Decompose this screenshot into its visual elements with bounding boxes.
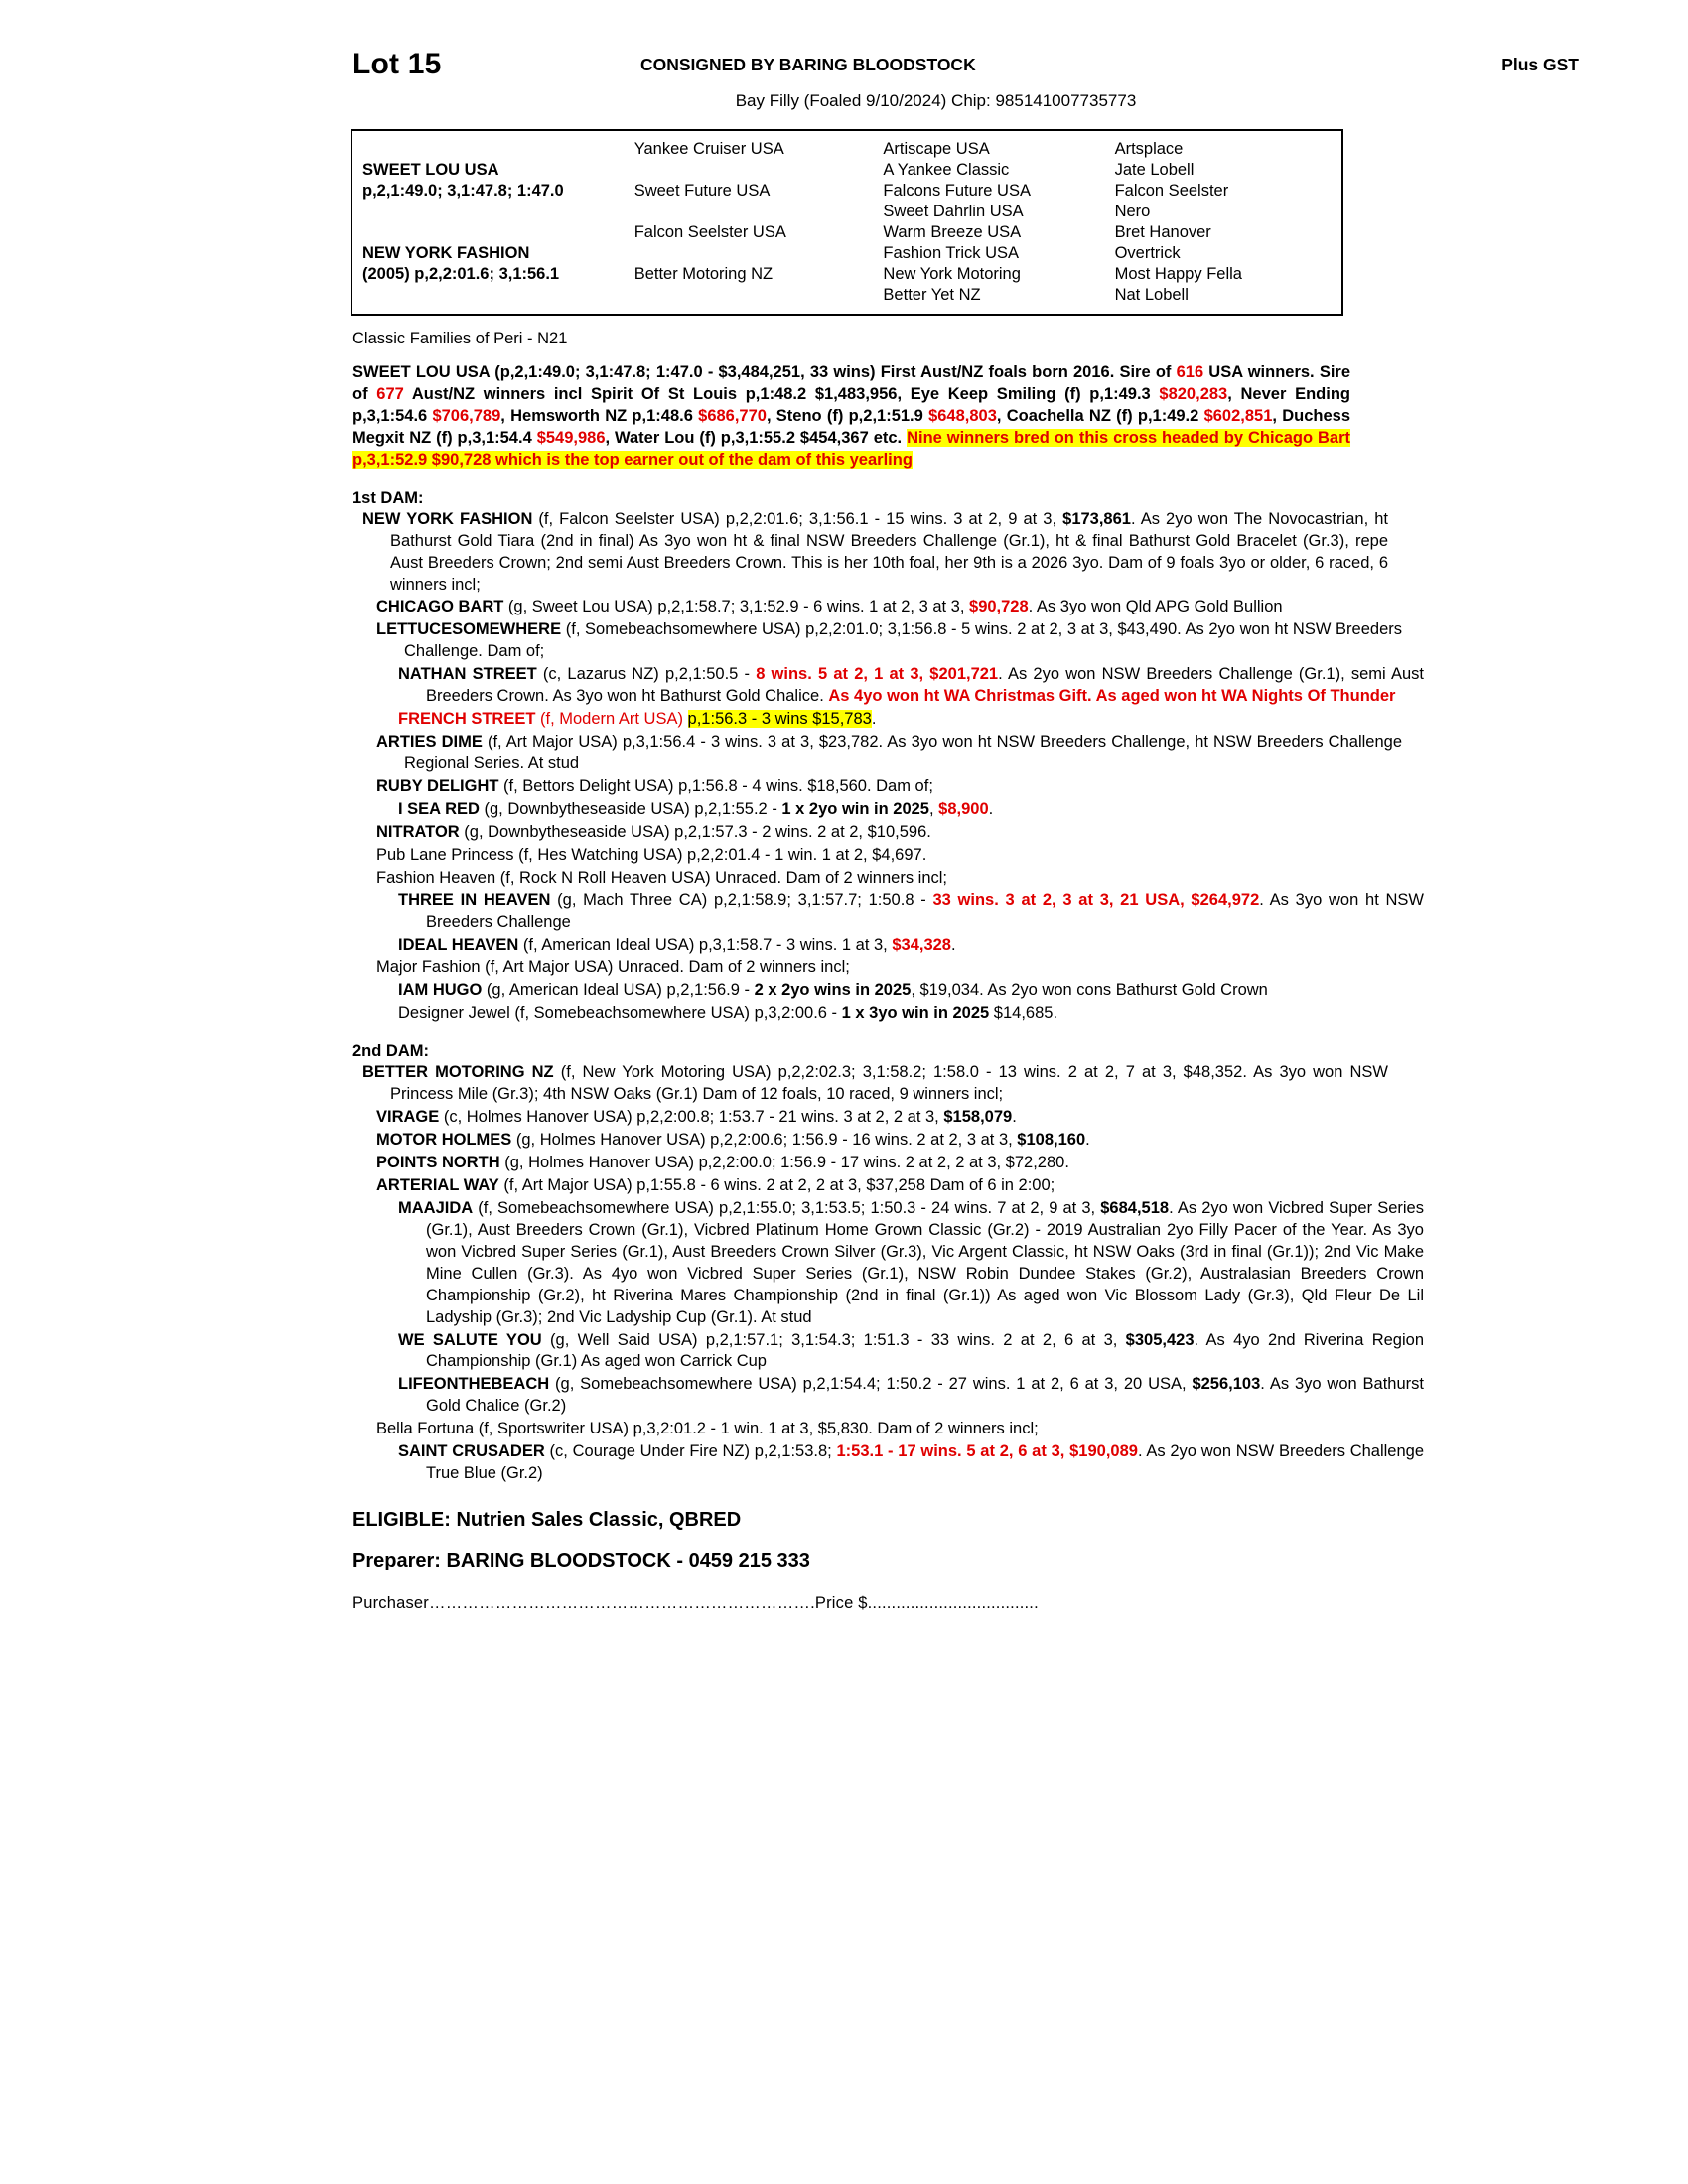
horse-description: Bay Filly (Foaled 9/10/2024) Chip: 985141007735773	[735, 91, 1137, 110]
sire-money-1: $820,283	[1159, 384, 1228, 403]
pedigree-cell-gen3: New York Motoring	[883, 265, 1021, 283]
pedigree-cell-gen2	[625, 160, 874, 181]
sire-money-5: $602,851	[1203, 406, 1273, 425]
progeny-record-red: 33 wins. 3 at 2, 3 at 3, 21 USA, $264,972	[932, 890, 1260, 909]
consignor-line: CONSIGNED BY BARING BLOODSTOCK	[640, 55, 976, 74]
sire-text-3: Aust/NZ winners incl Spirit Of St Louis p,1:48.2 $1,483,956, Eye Keep Smiling (f) p,1:49.3	[403, 384, 1160, 403]
progeny-name: SAINT CRUSADER	[398, 1442, 545, 1461]
sire-text-5: , Hemsworth NZ p,1:48.6	[500, 406, 699, 425]
pedigree-row	[352, 243, 1341, 264]
first-dam-text: (f, Falcon Seelster USA) p,2,2:01.6; 3,1:56.1 - 15 wins. 3 at 2, 9 at 3,	[532, 509, 1063, 528]
pedigree-cell-gen1: p,2,1:49.0; 3,1:47.8; 1:47.0	[362, 182, 564, 200]
progeny-entry	[398, 890, 1424, 934]
sire-paragraph	[352, 362, 1350, 472]
progeny-entry	[376, 1130, 1402, 1152]
progeny-highlight: p,1:56.3 - 3 wins $15,783	[687, 710, 872, 729]
progeny-name: LETTUCESOMEWHERE	[376, 620, 562, 639]
sire-austnz-winners-count: 677	[376, 384, 404, 403]
pedigree-cell-gen2: Better Motoring NZ	[633, 265, 774, 283]
first-dam-rest: . As 2yo won The Novocastrian, ht Bathurst Gold Tiara (2nd in final) As 3yo won ht & final NSW Breeders Challenge (Gr.1), ht & final Bathurst Gold Bracelet (Gr.3), repe Aust Breeders Crown; 2nd semi Aust Breeders Crown. This is her 10th foal, her 9th is a 2026 3yo. Dam of 9 foals 3yo or older, 6 raced, 6 winners incl;	[390, 509, 1388, 594]
progeny-entry	[376, 776, 1402, 798]
progeny-note-red: As 4yo won ht WA Christmas Gift. As aged won ht WA Nights Of Thunder	[828, 687, 1396, 706]
progeny-earnings: $305,423	[1125, 1330, 1195, 1349]
progeny-name: Designer Jewel	[398, 1004, 510, 1023]
progeny-earnings: $34,328	[892, 935, 951, 954]
progeny-name: IDEAL HEAVEN	[398, 935, 519, 954]
pedigree-cell-gen1	[352, 222, 625, 243]
pedigree-row	[352, 181, 1341, 202]
progeny-entry	[376, 1419, 1402, 1440]
pedigree-cell-gen4: Falcon Seelster	[1114, 182, 1229, 200]
progeny-detail: (f, Modern Art USA)	[535, 710, 688, 729]
progeny-detail: (f, Somebeachsomewhere USA) p,2,1:55.0; 3,1:53.5; 1:50.3 - 24 wins. 7 at 2, 9 at 3,	[473, 1198, 1101, 1217]
second-dam-progeny-list	[352, 1107, 1579, 1485]
progeny-name: MAAJIDA	[398, 1198, 474, 1217]
progeny-name: NATHAN STREET	[398, 665, 537, 684]
progeny-name: ARTERIAL WAY	[376, 1175, 499, 1194]
progeny-detail: (f, Somebeachsomewhere USA) p,3,2:00.6 -	[509, 1004, 842, 1023]
sire-name-record: SWEET LOU USA (p,2,1:49.0; 3,1:47.8; 1:47.0 - $3,484,251, 33 wins)	[352, 363, 876, 381]
pedigree-cell-gen3: A Yankee Classic	[883, 161, 1010, 179]
pedigree-cell-gen4: Nero	[1114, 203, 1151, 220]
progeny-detail-3: .	[951, 935, 956, 954]
progeny-entry	[398, 1441, 1424, 1485]
progeny-name: ARTIES DIME	[376, 733, 483, 751]
progeny-detail: (g, Somebeachsomewhere USA) p,2,1:54.4; 1:50.2 - 27 wins. 1 at 2, 6 at 3, 20 USA,	[549, 1375, 1193, 1394]
progeny-detail: (g, American Ideal USA) p,2,1:56.9 -	[482, 981, 755, 1000]
progeny-detail-2: ,	[928, 799, 939, 818]
pedigree-row	[352, 264, 1341, 285]
sire-money-3: $686,770	[698, 406, 767, 425]
sire-text-4: , Never Ending p,3,1:54.6	[352, 384, 1350, 425]
pedigree-cell-gen2: Sweet Future USA	[633, 182, 771, 200]
pedigree-cell-gen4: Artsplace	[1114, 140, 1184, 158]
pedigree-cell-gen2	[625, 285, 874, 306]
progeny-detail-3: . As 2yo won NSW Breeders Challenge (Gr.1), semi Aust Breeders Crown. As 3yo won ht Bathurst Gold Chalice.	[426, 665, 1424, 706]
sire-money-6: $549,986	[536, 428, 606, 447]
progeny-name: Fashion Heaven	[376, 868, 496, 887]
progeny-detail-3: .	[1012, 1108, 1017, 1127]
progeny-detail: (f, Art Major USA) Unraced. Dam of 2 winners incl;	[480, 958, 850, 977]
pedigree-cell-gen3: Artiscape USA	[883, 140, 990, 158]
progeny-name: Major Fashion	[376, 958, 481, 977]
progeny-earnings: $684,518	[1100, 1198, 1170, 1217]
pedigree-row	[352, 222, 1341, 243]
progeny-detail: (g, Holmes Hanover USA) p,2,2:00.6; 1:56.9 - 16 wins. 2 at 2, 3 at 3,	[511, 1131, 1018, 1150]
second-dam-text: (f, New York Motoring USA) p,2,2:02.3; 3,1:58.2; 1:58.0 - 13 wins. 2 at 2, 7 at 3, $48,352. As 3yo won NSW Princess Mile (Gr.3); 4th NSW Oaks (Gr.1) Dam of 12 foals, 10 raced, 9 winners incl;	[390, 1063, 1389, 1104]
pedigree-row	[352, 160, 1341, 181]
progeny-entry	[398, 980, 1424, 1002]
progeny-entry	[398, 1330, 1424, 1374]
progeny-name: I SEA RED	[398, 799, 480, 818]
progeny-detail-3: . As 2yo won NSW Breeders Challenge True Blue (Gr.2)	[426, 1442, 1424, 1483]
progeny-detail: (f, Art Major USA) p,1:55.8 - 6 wins. 2 at 2, 2 at 3, $37,258 Dam of 6 in 2:00;	[498, 1175, 1055, 1194]
pedigree-cell-gen4: Most Happy Fella	[1114, 265, 1242, 283]
sire-text-1: First Aust/NZ foals born 2016. Sire of	[875, 363, 1177, 381]
progeny-detail-3: . As 2yo won Vicbred Super Series (Gr.1), Aust Breeders Crown (Gr.1), Vicbred Platinum Home Grown Classic (Gr.2) - 2019 Australian 2yo Filly Pacer of the Year. As 3yo won Vicbred Super Series (Gr.1), Aust Breeders Crown Silver (Gr.3), Vic Argent Classic, ht NSW Oaks (3rd in final (Gr.1)); 2nd Vic Make Mine Cullen (Gr.3). As 4yo won Vicbred Super Series (Gr.1), NSW Robin Dundee Stakes (Gr.2), Australasian Breeders Crown Championship (Gr.2), ht Riverina Mares Championship (2nd in final (Gr.1)) As aged won Vic Blossom Lady (Gr.3), Qld Fleur De Lil Ladyship (Gr.3); 2nd Vic Ladyship Cup (Gr.1). At stud	[426, 1198, 1424, 1326]
pedigree-row	[352, 285, 1341, 306]
second-dam-heading: 2nd DAM:	[352, 1042, 429, 1061]
first-dam-heading: 1st DAM:	[352, 488, 424, 507]
progeny-detail-3: .	[871, 710, 877, 729]
progeny-entry	[376, 822, 1402, 844]
progeny-detail: (g, Sweet Lou USA) p,2,1:58.7; 3,1:52.9 - 6 wins. 1 at 2, 3 at 3,	[503, 598, 970, 616]
progeny-name: FRENCH STREET	[398, 710, 536, 729]
progeny-earnings: $90,728	[969, 598, 1029, 616]
pedigree-cell-gen1: NEW YORK FASHION	[362, 244, 530, 262]
progeny-entry	[376, 1107, 1402, 1129]
progeny-name: THREE IN HEAVEN	[398, 890, 551, 909]
first-dam-name: NEW YORK FASHION	[362, 509, 533, 528]
progeny-detail: (f, Somebeachsomewhere USA) p,2,2:01.0; 3,1:56.8 - 5 wins. 2 at 2, 3 at 3, $43,490. As 2yo won ht NSW Breeders Challenge. Dam of;	[404, 620, 1402, 661]
progeny-detail: (g, Holmes Hanover USA) p,2,2:00.0; 1:56.9 - 17 wins. 2 at 2, 2 at 3, $72,280.	[499, 1154, 1069, 1171]
progeny-name: NITRATOR	[376, 822, 460, 841]
progeny-entry	[398, 1198, 1424, 1329]
progeny-detail: (g, Downbytheseaside USA) p,2,1:57.3 - 2 wins. 2 at 2, $10,596.	[459, 822, 931, 841]
pedigree-cell-gen2	[625, 243, 874, 264]
pedigree-cell-gen2: Yankee Cruiser USA	[633, 140, 784, 158]
progeny-entry	[398, 664, 1424, 708]
progeny-entry	[376, 957, 1402, 979]
progeny-name: IAM HUGO	[398, 981, 483, 1000]
progeny-detail: (f, Rock N Roll Heaven USA) Unraced. Dam of 2 winners incl;	[495, 868, 947, 887]
progeny-entry	[376, 1175, 1402, 1197]
plus-gst-label: Plus GST	[1501, 55, 1579, 74]
progeny-detail: (c, Lazarus NZ) p,2,1:50.5 -	[536, 665, 757, 684]
pedigree-cell-gen4: Jate Lobell	[1114, 161, 1195, 179]
pedigree-row	[352, 139, 1341, 160]
pedigree-cell-gen1	[352, 202, 625, 222]
progeny-detail: (g, Downbytheseaside USA) p,2,1:55.2 -	[479, 799, 782, 818]
progeny-entry	[376, 732, 1402, 775]
progeny-detail-3: . As 3yo won ht NSW Breeders Challenge	[426, 890, 1425, 931]
pedigree-cell-gen4: Nat Lobell	[1114, 286, 1189, 304]
progeny-current-form: 2 x 2yo wins in 2025	[754, 981, 912, 1000]
first-dam-entry	[362, 509, 1388, 597]
sire-text-9: , Water Lou (f) p,3,1:55.2 $454,367 etc.	[605, 428, 903, 447]
progeny-name: RUBY DELIGHT	[376, 776, 499, 795]
progeny-detail-3: . As 3yo won Qld APG Gold Bullion	[1028, 598, 1283, 616]
progeny-entry	[376, 868, 1402, 889]
sire-text-7: , Coachella NZ (f) p,1:49.2	[996, 406, 1204, 425]
pedigree-cell-gen3: Falcons Future USA	[883, 182, 1031, 200]
progeny-record-red: 8 wins. 5 at 2, 1 at 3, $201,721	[756, 665, 999, 684]
preparer-line: Preparer: BARING BLOODSTOCK - 0459 215 333	[352, 1550, 810, 1572]
sire-usa-winners-count: 616	[1176, 363, 1204, 381]
progeny-entry	[398, 799, 1424, 821]
pedigree-cell-gen1	[352, 139, 625, 160]
sire-text-8: , Duchess Megxit NZ (f) p,3,1:54.4	[352, 406, 1350, 447]
sire-money-4: $648,803	[928, 406, 997, 425]
progeny-entry	[376, 597, 1402, 618]
eligible-line: ELIGIBLE: Nutrien Sales Classic, QBRED	[352, 1509, 742, 1532]
progeny-name: Pub Lane Princess	[376, 845, 514, 864]
pedigree-cell-gen2	[625, 202, 874, 222]
progeny-entry	[376, 845, 1402, 867]
purchaser-line: Purchaser…………………………………………………………….Price $....................................	[352, 1594, 1039, 1613]
pedigree-cell-gen1	[352, 285, 625, 306]
progeny-earnings: $8,900	[938, 799, 989, 818]
sire-text-2: USA winners. Sire of	[352, 363, 1351, 403]
progeny-entry	[398, 1374, 1424, 1418]
sire-text-6: , Steno (f) p,2,1:51.9	[766, 406, 929, 425]
progeny-detail-2: , $19,034. As 2yo won cons Bathurst Gold Crown	[911, 981, 1268, 1000]
progeny-detail: (c, Holmes Hanover USA) p,2,2:00.8; 1:53.7 - 21 wins. 3 at 2, 2 at 3,	[439, 1108, 944, 1127]
progeny-name: Bella Fortuna	[376, 1420, 475, 1438]
progeny-detail-3: .	[1085, 1131, 1090, 1150]
progeny-detail: (f, American Ideal USA) p,3,1:58.7 - 3 wins. 1 at 3,	[518, 935, 893, 954]
first-dam-progeny-list	[352, 597, 1579, 1024]
pedigree-table	[351, 129, 1343, 316]
pedigree-cell-gen3: Sweet Dahrlin USA	[883, 203, 1024, 220]
progeny-detail-3: . As 4yo 2nd Riverina Region Championship (Gr.1) As aged won Carrick Cup	[426, 1330, 1425, 1371]
first-dam-earnings: $173,861	[1062, 509, 1131, 528]
progeny-entry	[398, 935, 1424, 957]
progeny-entry	[398, 1003, 1424, 1024]
second-dam-name: BETTER MOTORING NZ	[362, 1063, 554, 1082]
pedigree-cell-gen1: SWEET LOU USA	[362, 161, 499, 179]
lot-number: Lot 15	[352, 48, 442, 80]
progeny-detail: (f, Sportswriter USA) p,3,2:01.2 - 1 win. 1 at 3, $5,830. Dam of 2 winners incl;	[474, 1420, 1039, 1438]
progeny-entry	[376, 619, 1402, 663]
progeny-detail: (f, Bettors Delight USA) p,1:56.8 - 4 wins. $18,560. Dam of;	[498, 776, 933, 795]
progeny-detail-3: . As 3yo won Bathurst Gold Chalice (Gr.2)	[426, 1375, 1424, 1416]
progeny-detail: (g, Mach Three CA) p,2,1:58.9; 3,1:57.7; 1:50.8 -	[550, 890, 933, 909]
pedigree-cell-gen1: (2005) p,2,2:01.6; 3,1:56.1	[362, 265, 560, 283]
progeny-detail: (f, Art Major USA) p,3,1:56.4 - 3 wins. 3 at 3, $23,782. As 3yo won ht NSW Breeders Challenge, ht NSW Breeders Challenge Regional Series. At stud	[404, 733, 1402, 772]
cross-highlight-note: Nine winners bred on this cross headed by Chicago Bart p,3,1:52.9 $90,728 which is the top earner out of the dam of this yearling	[352, 428, 1350, 469]
classic-families-line: Classic Families of Peri - N21	[352, 330, 568, 347]
progeny-name: POINTS NORTH	[376, 1154, 500, 1171]
progeny-detail: (g, Well Said USA) p,2,1:57.1; 3,1:54.3; 1:51.3 - 33 wins. 2 at 2, 6 at 3,	[541, 1330, 1126, 1349]
pedigree-row	[352, 202, 1341, 222]
pedigree-cell-gen3: Fashion Trick USA	[883, 244, 1020, 262]
progeny-name: LIFEONTHEBEACH	[398, 1375, 550, 1394]
progeny-detail: (c, Courage Under Fire NZ) p,2,1:53.8;	[544, 1442, 837, 1461]
pedigree-cell-gen3: Better Yet NZ	[883, 286, 981, 304]
second-dam-entry	[362, 1062, 1388, 1106]
pedigree-cell-gen2: Falcon Seelster USA	[633, 223, 786, 241]
progeny-name: CHICAGO BART	[376, 598, 504, 616]
page-header	[352, 48, 1579, 89]
progeny-name: VIRAGE	[376, 1108, 440, 1127]
pedigree-cell-gen4: Overtrick	[1114, 244, 1181, 262]
progeny-record-red: 1:53.1 - 17 wins. 5 at 2, 6 at 3, $190,089	[836, 1442, 1138, 1461]
progeny-name: MOTOR HOLMES	[376, 1131, 512, 1150]
progeny-detail-2: $14,685.	[989, 1004, 1058, 1023]
progeny-entry	[398, 709, 1424, 731]
progeny-entry	[376, 1153, 1402, 1174]
progeny-detail: (f, Hes Watching USA) p,2,2:01.4 - 1 win. 1 at 2, $4,697.	[513, 845, 927, 864]
progeny-current-form: 1 x 3yo win in 2025	[841, 1004, 990, 1023]
progeny-earnings: $256,103	[1192, 1375, 1261, 1394]
progeny-name: WE SALUTE YOU	[398, 1330, 542, 1349]
progeny-current-form: 1 x 2yo win in 2025	[781, 799, 929, 818]
pedigree-cell-gen4: Bret Hanover	[1114, 223, 1211, 241]
progeny-detail-3: .	[988, 799, 994, 818]
progeny-earnings: $108,160	[1017, 1131, 1086, 1150]
progeny-earnings: $158,079	[943, 1108, 1013, 1127]
sire-money-2: $706,789	[432, 406, 501, 425]
pedigree-cell-gen3: Warm Breeze USA	[883, 223, 1022, 241]
